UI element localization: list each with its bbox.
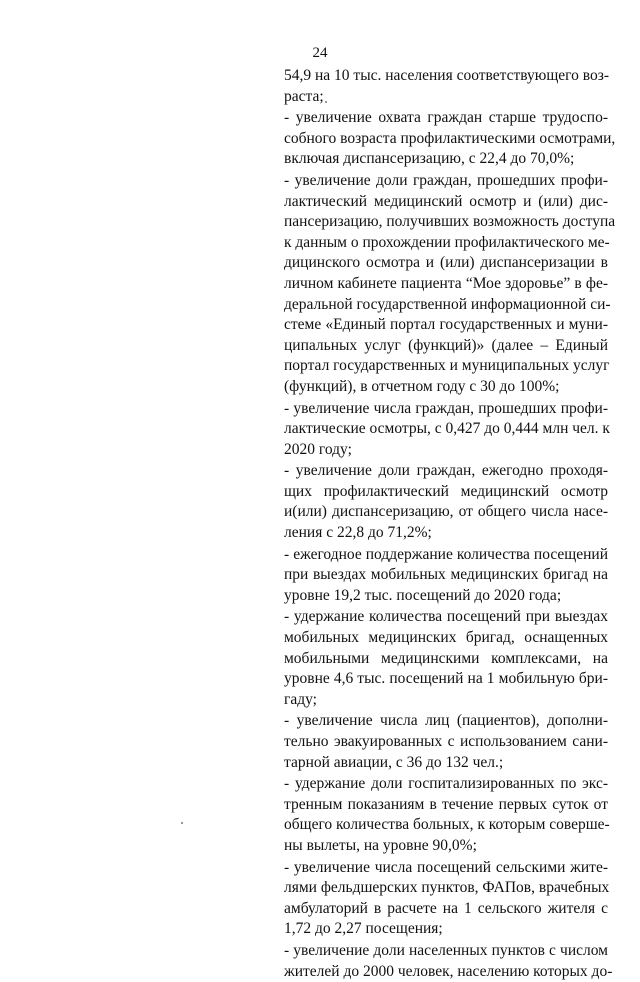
paragraph	[284, 711, 608, 773]
text-line: портал государственных и муниципальных услуг	[284, 357, 610, 375]
paragraph	[284, 171, 616, 398]
text-line: ления с 22,8 до 71,2%;	[284, 524, 432, 542]
paragraph	[284, 108, 616, 170]
text-line: 1,72 до 2,27 посещения;	[284, 920, 443, 938]
text-line: раста;	[284, 87, 324, 105]
text-line: мобильных медицинских бригад, оснащенных	[284, 629, 608, 647]
text-line: личном кабинете пациента “Мое здоровье” в фе-	[284, 274, 608, 292]
text-line: пансеризацию, получивших возможность доступа	[284, 213, 616, 231]
text-line: деральной государственной информационной си-	[284, 295, 611, 313]
scan-speck	[181, 822, 183, 824]
text-line: - ежегодное поддержание количества посещений	[284, 545, 608, 563]
text-line: лями фельдшерских пунктов, ФАПов, врачебных	[284, 879, 610, 897]
text-line: - увеличение охвата граждан старше трудоспо-	[284, 109, 608, 127]
text-line: уровне 19,2 тыс. посещений до 2020 года;	[284, 586, 562, 604]
text-line: при выездах мобильных медицинских бригад на	[284, 566, 608, 584]
text-line: - увеличение доли населенных пунктов с числом	[284, 941, 608, 959]
text-line: щих профилактический медицинский осмотр	[284, 482, 608, 500]
text-line: - удержание количества посещений при выездах	[284, 608, 608, 626]
text-line: тренным показаниям в течение первых суток от	[284, 795, 608, 813]
text-line: 54,9 на 10 тыс. населения соответствующего воз-	[284, 67, 610, 84]
paragraph	[284, 941, 613, 982]
body-text	[284, 66, 616, 982]
text-line: стеме «Единый портал государственных и муни-	[284, 316, 608, 334]
text-line: - удержание доли госпитализированных по экс-	[284, 775, 608, 793]
text-line: тарной авиации, с 36 до 132 чел.;	[284, 753, 504, 771]
text-line: - увеличение числа граждан, прошедших профи-	[284, 399, 608, 417]
text-line: (функций), в отчетном году с 30 до 100%;	[284, 377, 560, 395]
text-line: собного возраста профилактическими осмотрами,	[284, 129, 616, 147]
text-line: к данным о прохождении профилактического ме-	[284, 233, 610, 251]
text-line: - увеличение числа посещений сельскими жите-	[284, 858, 608, 876]
text-line: лактический медицинский осмотр и (или) дис-	[284, 192, 608, 210]
paragraph	[284, 774, 608, 856]
scan-speck	[325, 101, 327, 103]
text-line: жителей до 2000 человек, населению которых до-	[284, 962, 613, 980]
text-line: и(или) диспансеризацию, от общего числа насе-	[284, 503, 608, 521]
text-line: общего количества больных, к которым соверше-	[284, 816, 610, 834]
text-line: дицинского осмотра и (или) диспансеризации в	[284, 254, 608, 272]
text-line: гаду;	[284, 690, 317, 708]
text-line: ципальных услуг (функций)» (далее – Единый	[284, 336, 608, 354]
text-line: - увеличение доли граждан, прошедших профи-	[284, 171, 608, 189]
text-line: тельно эвакуированных с использованием сани-	[284, 733, 608, 750]
paragraph	[284, 461, 608, 543]
paragraph	[284, 858, 608, 940]
paragraph	[284, 66, 608, 107]
page-number: 24	[312, 45, 328, 61]
text-line: - увеличение числа лиц (пациентов), дополни-	[284, 712, 608, 730]
text-line: ны вылеты, на уровне 90,0%;	[284, 836, 477, 854]
paragraph	[284, 399, 608, 461]
text-line: включая диспансеризацию, с 22,4 до 70,0%;	[284, 150, 575, 168]
paragraph	[284, 545, 608, 607]
paragraph	[284, 607, 608, 710]
text-line: уровне 4,6 тыс. посещений на 1 мобильную бри-	[284, 670, 608, 688]
text-line: амбулаторий в расчете на 1 сельского жителя с	[284, 899, 608, 917]
text-line: мобильными медицинскими комплексами, на	[284, 649, 608, 667]
text-line: - увеличение доли граждан, ежегодно проходя-	[284, 462, 608, 480]
text-line: лактические осмотры, с 0,427 до 0,444 млн чел. к	[284, 420, 610, 438]
text-line: 2020 году;	[284, 440, 352, 458]
